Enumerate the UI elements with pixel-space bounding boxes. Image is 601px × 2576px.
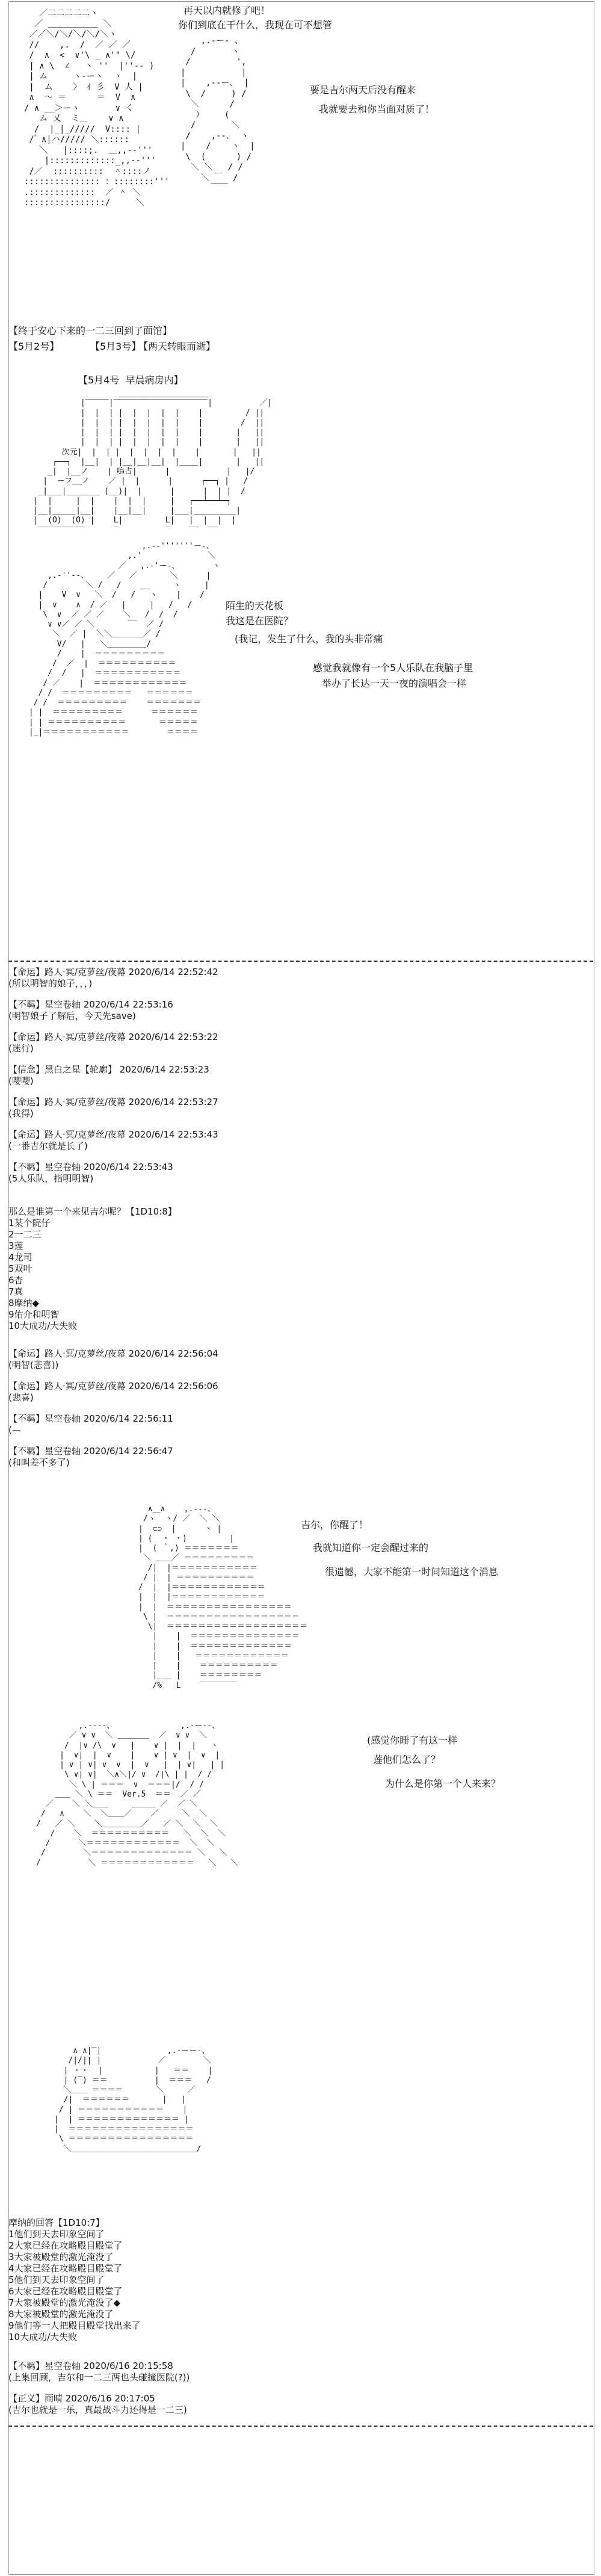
wake-bubble-2: 莲他们怎么了？ — [373, 1754, 441, 1765]
choice-option: 8摩纳◆ — [8, 1298, 40, 1308]
choice-option: 9佑介和明智 — [8, 1309, 60, 1320]
post-header: 【命运】路人·冥/克萝丝/夜幕 2020/6/14 22:53:27 — [8, 1097, 218, 1107]
hospital-bubble-4: 感觉我就像有一个5人乐队在我脑子里 — [313, 662, 473, 673]
hospital-bubble-5: 举办了长达一天一夜的演唱会一样 — [322, 678, 467, 689]
choice-option: 2大家已经在攻略殿目殿堂了 — [8, 2240, 123, 2251]
ascii-art-top: ／二二二二二ヽ ／ ＿＿＿＿＿＿ ＼ ／／＼/＼/＼/＼/＼ヽ // ,. / ／ ／ ／ / ∧ < ∨'\ _ ∧'" \/ | ∧ \ ∠ ヽ '' |''-‐ ) | ム ヽ‐ーヽ ヽ | | ム 〉 ｲ 彡 V 人 | ∧ ～ ＝ ＝ V ∧ / ∧ __＞ーヽ ∨ く ム 乂 ミ＿ ∨ ∧ / |_|_///// V:::: | / ゙ ∧|ハ///// ＼:::::: ＼ |::::;. ＿,,--''' |:::::::::::::_,,--''' /／ :::::::::: ＾::::ノ ::::::::::::::: ：::::::::''' .::::::::::::: ／ ＾ ＼ ::::::::::::::::/ ＼ — [24, 8, 170, 208]
ascii-art-hospital: ___________________ |‾‾‾‾‾|‾‾‾‾‾‾‾‾‾‾‾‾‾‾‾‾‾‾‾‾| ／| | | | | | | | | | / || | | | | | | | | | / || | | | | | | | | | | || | | | | | | | | | | || 次元| | | | | | | | | | || ┌──┐ |__| | |__|__|__| |____| | || _| |__ノ | 鳴占| | | |/ | ーフ__ノ ／ | | | ┌──┐ | / _|___|_______ (__)| | | | | | / | | | | | | | | ┌──┴──┴─┐ |__|_____|__| |__|__| |___|_________| | (O) (O) | L| L| | | | | ‾‾‾‾‾‾‾‾‾‾ ‾ ‾ ‾‾ ‾‾ — [33, 389, 273, 535]
post-3 — [8, 1032, 218, 1054]
post-header: 【不羁】星空卷轴 2020/6/14 22:53:43 — [8, 1162, 173, 1172]
ascii-art-hospital-patient: ,.-‐'''''''ー-、 ,.' ＼ ／ ,.-'ー-、 ヽ ,.-''‐‐、 ／ ／ ＼ | / ＼ / / __ ヽ | | V ∨ ＼ / / ヽ | / | ∨ ∧ / ／ | | / / \ ∨ ／ ／ ／ ＼ / / / ∨ ∨／ ／ ＼ ‾‾ ／ / ＼ ／ | ＼＼＿＿＿＿／ / V/ | ＼＿＿＿＿＿/ / | ＝＝＝＝＝＝＝＝＝ / ／ | ＝＝＝＝＝＝＝＝＝＝ / / | ＝＝＝＝＝＝＝＝＝＝＝ / ／ | ＝＝＝＝＝＝＝＝＝＝＝＝ / / ＝＝＝＝＝＝＝＝＝ ＝＝＝＝＝＝ / / ＝＝＝＝＝＝＝＝＝ ＝＝＝＝＝＝＝ | | ＝＝＝＝＝＝＝＝＝ ＝＝＝＝＝＝ | | ＝＝＝＝＝＝＝＝＝＝ ＝＝＝＝＝ |_|＝＝＝＝＝＝＝＝＝＝＝ ＝＝＝＝ — [28, 542, 220, 737]
post-13 — [8, 2393, 187, 2416]
post-8 — [8, 1348, 218, 1371]
post-body: (所以明智的娘子，，，) — [8, 978, 93, 989]
top-bubble-1: 再天以内就修了吧！ — [183, 5, 271, 16]
post-header: 【命运】路人·冥/克萝丝/夜幕 2020/6/14 22:53:22 — [8, 1032, 218, 1042]
post-4 — [8, 1064, 209, 1087]
post-9 — [8, 1381, 218, 1404]
choice-option: 4大家已经在攻略殿目殿堂了 — [8, 2263, 123, 2274]
post-body: (迷行) — [8, 1043, 34, 1054]
choice-option: 7大家被殿堂的激光淹没了◆ — [8, 2297, 121, 2308]
choice-option: 6大家已经在攻略殿目殿堂了 — [8, 2286, 123, 2297]
choice-option: 7真 — [8, 1286, 23, 1297]
choice-option: 4龙司 — [8, 1252, 32, 1263]
hospital-bubble-3: (我记，发生了什么，我的头非常痛 — [235, 633, 383, 645]
post-body: (悲喜) — [8, 1392, 34, 1403]
cat-bubble-2: 我就知道你一定会醒过来的 — [313, 1542, 429, 1553]
post-6 — [8, 1129, 218, 1152]
info-bar-2: 【5月2号】 — [8, 341, 60, 352]
post-header: 【不羁】星空卷轴 2020/6/14 22:56:47 — [8, 1446, 173, 1457]
post-5 — [8, 1097, 218, 1119]
choice-option: 6杏 — [8, 1275, 23, 1286]
wake-bubble-3: 为什么是你第一个人来来？ — [385, 1778, 501, 1789]
post-header: 【不羁】星空卷轴 2020/6/14 22:53:16 — [8, 999, 173, 1010]
cat-bubble-1: 吉尔，你醒了！ — [301, 1519, 369, 1531]
post-2 — [8, 999, 173, 1022]
post-11 — [8, 1446, 173, 1469]
post-10 — [8, 1413, 173, 1436]
choice-list-1 — [8, 1206, 177, 1332]
post-7 — [8, 1162, 173, 1184]
post-body: (和叫差不多了) — [8, 1457, 70, 1468]
separator — [8, 2426, 593, 2427]
top-bubble-3: 要是吉尔两天后没有醒来 — [310, 84, 416, 96]
cat-bubble-3: 很遗憾，大家不能第一时间知道这个消息 — [325, 1566, 499, 1577]
post-body: (我得) — [8, 1108, 34, 1119]
post-body: (明智娘子了解后，今天先save) — [8, 1011, 136, 1021]
info-bar-4: 【两天转眼而逝】 — [138, 341, 216, 352]
post-header: 【不羁】星空卷轴 2020/6/16 20:15:58 — [8, 2361, 173, 2371]
top-bubble-2: 你们到底在干什么，我现在可不想管 — [178, 19, 333, 31]
choice-list-2 — [8, 2217, 141, 2343]
choice-option: 3大家被殿堂的激光淹没了 — [8, 2252, 114, 2262]
info-bar-1: 【终于安心下来的一二三回到了面馆】 — [8, 325, 173, 336]
info-bar-3: 【5月3号】 — [90, 341, 141, 352]
post-body: (明智(悲喜)) — [8, 1360, 59, 1370]
ascii-art-top-right: ,.-ー‐ 、 / ヽ / ', | | | ,-‐ー､ | \ / ) / ＼ / ） ( / ＼ / ,-‐､ ヽ | / ヽ | \ ( ) / ＼ ＼ / / ＼ ￣ / ￣￣ — [180, 36, 255, 193]
choice-option: 8大家被殿堂的激光淹没了 — [8, 2309, 114, 2320]
post-1 — [8, 967, 218, 989]
choice-option: 10大成功/大失败 — [8, 2332, 78, 2342]
post-body: (吉尔也就是一乐，真最战斗力还得是一二三) — [8, 2404, 187, 2415]
choice-option: 1某个院仔 — [8, 1218, 51, 1228]
choice-title: 摩纳的回答【1D10:7】 — [8, 2217, 105, 2228]
choice-option: 10大成功/大失败 — [8, 1321, 78, 1331]
choice-option: 2一二三 — [8, 1229, 42, 1240]
hospital-caption: 【5月4号 早晨病房内】 — [78, 374, 183, 386]
ascii-art-cat: ∧＿∧ ,.-‐-、 /ヽ ヽ/ ／ ＼ ＼ | ⊂⊃ | ヽ | | ( ・ ・) | | ( ｀,) ＝＝＝＝＝＝＝ ＼ ＿＿／ ＝＝＝＝＝＝＝＝＝ /| |＝＝＝＝＝＝＝＝＝＝＝ / | | ＝＝＝＝＝＝＝＝＝＝ / | |＝＝＝＝＝＝＝＝＝＝＝＝ | | |＝＝＝＝＝＝＝＝＝＝＝＝ | | ＝＝＝＝＝＝＝＝＝＝＝＝＝＝＝＝ \ | ＝＝＝＝＝＝＝＝＝＝＝＝＝＝＝＝＝ \| ＝＝＝＝＝＝＝＝＝＝＝＝＝＝＝＝＝＝ | | ＝＝＝＝＝＝＝＝＝＝＝＝＝＝ | | ＝＝＝＝＝＝＝＝＝＝＝＝＝ | | ＝＝＝＝＝＝＝＝＝＝＝＝ | | ＝＝＝＝＝＝＝＝＝＝ |___ | ＝＝＝＝＝＝＝＝ /% L ‾‾‾‾‾‾‾‾ — [138, 1505, 307, 1690]
ascii-art-wake: ,.-‐‐-、 ,.-ー‐-、 ／ ∨ ∨ ＼ ＿＿＿＿ ／ ∨ ∨ ＼ / |∨ /\ ∨ | ∨ | | | ヽ | ∨| | ∨ | ∨ | ∨ | ∨ | | ∨ | ∨| ∨ ∨ | ∨ | | ∨| | | \ ∨| ∨| ＼∧＼|/ ∨ /|\ | | / / ＼ \ | ＝＝＝ ∨ ＝＝＝|/ / / ＿＿ ＼ \ ＝＝ Ver.5 ＝＝ ／ ／ ／ ＼ ＼＿＿ ＿＿＿ ／ ／ ＼ / ∧ ＼ ＼＿＿／ ／ ＼ ＼ / ／ ＼ ＼＿＿＿＿＿／ ／ ＼ ＼ ＼ / ＼ ＝＝＝＝＝＝＝＝＝＝ ＼ ＼ ＼ / ＼＝＝＝＝＝＝＝＝＝＝＝＝ ＼ ＼ / ＼＝＝＝＝＝＝＝＝＝＝＝＝＝ ＼ ＼ / ＼ ＝＝＝＝＝＝＝＝＝＝＝＝ ＼ ＼ — [36, 1721, 238, 1868]
choice-option: 5双叶 — [8, 1263, 32, 1274]
post-body: (上集回顾，吉尔和一二三两也头碰撞医院(?)) — [8, 2372, 190, 2383]
hospital-bubble-2: 我这是在医院？ — [226, 615, 294, 627]
hospital-bubble-1: 陌生的天花板 — [226, 600, 284, 611]
post-header: 【命运】路人·冥/克萝丝/夜幕 2020/6/14 22:56:04 — [8, 1348, 218, 1359]
top-bubble-4: 我就要去和你当面对质了！ — [319, 104, 435, 115]
post-body: (一番吉尔就是长了) — [8, 1141, 88, 1151]
post-header: 【信念】黑白之星【轮廓】 2020/6/14 22:53:23 — [8, 1064, 209, 1075]
ascii-art-final: ∧ ∧|‾| ,.-ーー-、 /|/|| | ／ ＼ | ・・ | | ＝＝ | | (‾) ＝＝ | ＝＝＝ / ＼＿＿ ＝＝＝＝ ＼ ／ /| ＝＝＝＝＝＝ | | / | ＝＝＝＝＝＝＝＝＝＝＝ | | | ＝＝＝＝＝＝＝＝＝＝＝＝＝ | | ＝＝＝＝＝＝＝＝＝＝＝＝＝＝＝＝ \ ＝＝＝＝＝＝＝＝＝＝＝＝＝＝＝＝ ＼＿＿＿＿＿＿＿＿＿＿＿＿＿＿＿＿/ — [54, 2046, 213, 2153]
post-body: (嘤嘤) — [8, 1076, 34, 1086]
wake-bubble-1: (感觉你睡了有这一样 — [367, 1735, 458, 1746]
choice-title: 那么是谁第一个来见吉尔呢？【1D10:8】 — [8, 1206, 177, 1217]
choice-option: 5他们到天去印象空间了 — [8, 2274, 105, 2285]
post-header: 【正义】雨晴 2020/6/16 20:17:05 — [8, 2393, 155, 2404]
post-header: 【不羁】星空卷轴 2020/6/14 22:56:11 — [8, 1413, 173, 1424]
post-header: 【命运】路人·冥/克萝丝/夜幕 2020/6/14 22:53:43 — [8, 1129, 218, 1140]
separator — [8, 961, 593, 962]
post-body: (5人乐队，指明明智) — [8, 1173, 94, 1184]
post-header: 【命运】路人·冥/克萝丝/夜幕 2020/6/14 22:52:42 — [8, 967, 218, 977]
post-12 — [8, 2361, 190, 2383]
choice-option: 3莲 — [8, 1240, 23, 1251]
post-header: 【命运】路人·冥/克萝丝/夜幕 2020/6/14 22:56:06 — [8, 1381, 218, 1392]
choice-option: 9他们等一人把殿目殿堂找出来了 — [8, 2320, 141, 2331]
post-body: (— — [8, 1425, 21, 1435]
choice-option: 1他们到天去印象空间了 — [8, 2229, 105, 2240]
